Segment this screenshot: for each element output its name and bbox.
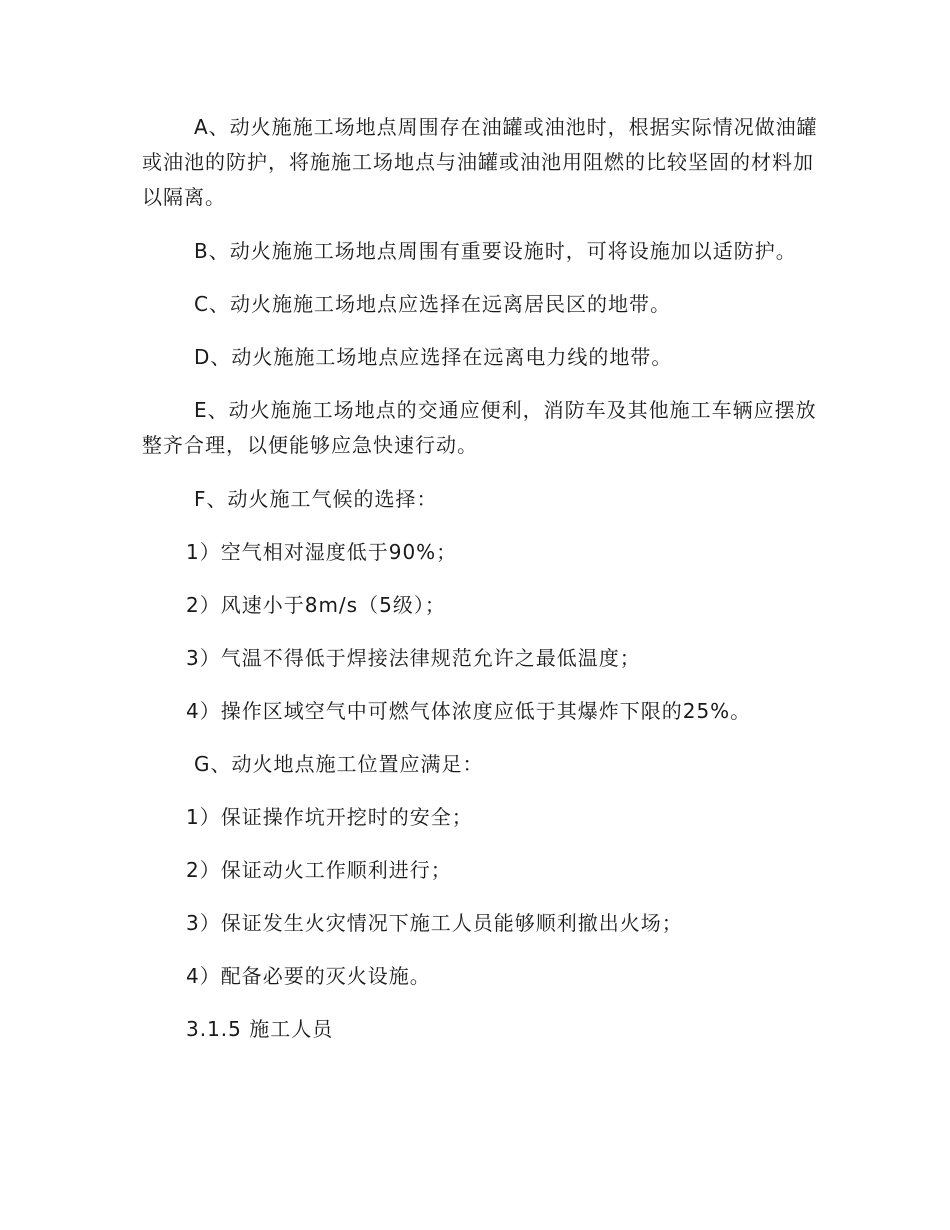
section-heading-3-1-5: 3.1.5 施工人员: [186, 1017, 334, 1041]
paragraph-c: C、动火施施工场地点应选择在远离居民区的地带。: [194, 292, 671, 316]
list-item-f2: 2）风速小于8m/s（5级）；: [186, 593, 446, 617]
list-item-f4: 4）操作区域空气中可燃气体浓度应低于其爆炸下限的25%。: [186, 699, 752, 723]
paragraph-d: D、动火施施工场地点应选择在远离电力线的地带。: [194, 345, 673, 369]
list-item-f1: 1）空气相对湿度低于90%；: [186, 540, 458, 564]
paragraph-e: E、动火施施工场地点的交通应便利，消防车及其他施工车辆应摆放整齐合理，以便能够应急快速行动。: [142, 398, 817, 457]
list-item-g3: 3）保证发生火灾情况下施工人员能够顺利撤出火场；: [186, 911, 683, 935]
list-item-g1: 1）保证操作坑开挖时的安全；: [186, 805, 473, 829]
list-item-g4: 4）配备必要的灭火设施。: [186, 964, 431, 988]
paragraph-g-heading: G、动火地点施工位置应满足：: [194, 752, 484, 776]
list-item-f3: 3）气温不得低于焊接法律规范允许之最低温度；: [186, 646, 641, 670]
paragraph-f-heading: F、动火施工气候的选择：: [194, 487, 438, 511]
list-item-g2: 2）保证动火工作顺利进行；: [186, 858, 452, 882]
paragraph-a: A、动火施施工场地点周围存在油罐或油池时，根据实际情况做油罐或油池的防护，将施施工场地点与油罐或油池用阻燃的比较坚固的材料加以隔离。: [142, 115, 818, 209]
paragraph-b: B、动火施施工场地点周围有重要设施时，可将设施加以适防护。: [194, 239, 797, 263]
